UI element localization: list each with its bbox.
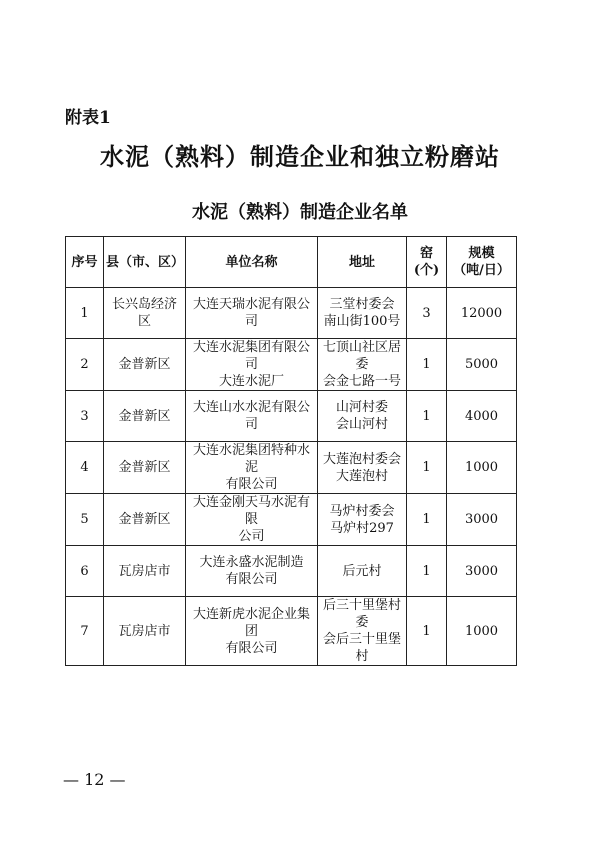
cell-seq: 3: [66, 391, 104, 442]
cell-kilns: 1: [407, 597, 447, 666]
cell-company: [186, 494, 318, 546]
appendix-label: 附表1: [65, 108, 111, 128]
header-company: 单位名称: [186, 237, 318, 288]
cell-address-line: 大莲泡村委会: [322, 451, 401, 467]
table-title: 水泥（熟料）制造企业名单: [192, 202, 408, 223]
table-row: [66, 391, 517, 442]
cell-address-line: 会山河村: [335, 417, 388, 432]
header-scale: [447, 237, 517, 288]
cell-address-line: 会后三十里堡村: [322, 632, 401, 664]
page-number: — 12 —: [63, 770, 126, 789]
cell-address: [318, 494, 407, 546]
cell-company-line: 大连水泥集团有限公司: [192, 340, 310, 372]
table-header-row: [66, 237, 517, 288]
cell-seq: 5: [66, 494, 104, 546]
cell-company: [186, 288, 318, 339]
cell-address-line: 马炉村297: [330, 520, 394, 536]
cell-seq: 4: [66, 442, 104, 494]
cell-company-line: 公司: [238, 529, 265, 544]
cell-scale: 5000: [447, 339, 517, 391]
cell-address-line: 后元村: [342, 563, 382, 579]
cell-kilns: 3: [407, 288, 447, 339]
cell-address: [318, 546, 407, 597]
cell-address-line: 山河村委: [335, 400, 388, 415]
cell-kilns: 1: [407, 391, 447, 442]
header-kilns: 窑(个): [407, 237, 447, 288]
table-row: [66, 546, 517, 597]
table-row: [66, 494, 517, 546]
page-title: 水泥（熟料）制造企业和独立粉磨站: [100, 142, 500, 171]
cell-address-line: 后三十里堡村委: [322, 598, 401, 630]
header-scale-line1: 规模: [468, 246, 495, 261]
cell-company: [186, 339, 318, 391]
cell-address: [318, 597, 407, 666]
table-row: [66, 442, 517, 494]
cell-company-line: 有限公司: [225, 477, 278, 492]
cell-scale: 1000: [447, 597, 517, 666]
cell-address-line: 大莲泡村: [335, 468, 388, 484]
cell-seq: 7: [66, 597, 104, 666]
cell-company: [186, 546, 318, 597]
header-scale-line2: （吨/日）: [453, 263, 510, 278]
cell-kilns: 1: [407, 546, 447, 597]
cell-company-line: 大连新虎水泥企业集团: [192, 606, 310, 639]
cell-address: [318, 339, 407, 391]
cell-company-line: 大连水泥厂: [218, 374, 284, 389]
table-row: [66, 288, 517, 339]
cell-address: [318, 442, 407, 494]
cell-seq: 2: [66, 339, 104, 391]
cell-county: 瓦房店市: [104, 597, 186, 666]
cell-address-line: 三堂村委会: [329, 297, 395, 312]
cell-county: 金普新区: [104, 391, 186, 442]
cell-company-line: 大连永盛水泥制造: [199, 555, 304, 570]
cell-company-line: 大连天瑞水泥有限公司: [192, 297, 310, 329]
cell-company: [186, 442, 318, 494]
header-seq: 序号: [66, 237, 104, 288]
cell-address-line: 马炉村委会: [329, 503, 395, 519]
cell-company: [186, 391, 318, 442]
cell-company-line: 大连水泥集团特种水泥: [192, 443, 310, 475]
cell-county: 长兴岛经济区: [104, 288, 186, 339]
cell-address: [318, 391, 407, 442]
cell-scale: 3000: [447, 546, 517, 597]
cell-kilns: 1: [407, 494, 447, 546]
cell-scale: 4000: [447, 391, 517, 442]
cell-county: 瓦房店市: [104, 546, 186, 597]
cell-scale: 12000: [447, 288, 517, 339]
cell-address-line: 会金七路一号: [322, 374, 401, 389]
cell-county: 金普新区: [104, 494, 186, 546]
header-county: 县（市、区）: [104, 237, 186, 288]
cell-company: [186, 597, 318, 666]
cell-address: [318, 288, 407, 339]
header-address: 地址: [318, 237, 407, 288]
cell-county: 金普新区: [104, 442, 186, 494]
table-row: [66, 597, 517, 666]
cell-scale: 1000: [447, 442, 517, 494]
cell-company-line: 有限公司: [225, 572, 278, 587]
table-row: [66, 339, 517, 391]
cell-county: 金普新区: [104, 339, 186, 391]
cell-seq: 1: [66, 288, 104, 339]
cell-kilns: 1: [407, 339, 447, 391]
cell-address-line: 南山街100号: [323, 314, 401, 329]
cell-kilns: 1: [407, 442, 447, 494]
cell-address-line: 七顶山社区居委: [322, 340, 401, 372]
cell-company-line: 大连金刚天马水泥有限: [192, 495, 310, 527]
cell-company-line: 大连山水水泥有限公司: [192, 400, 310, 432]
company-list-table: [65, 236, 517, 666]
cell-company-line: 有限公司: [225, 640, 278, 656]
cell-scale: 3000: [447, 494, 517, 546]
cell-seq: 6: [66, 546, 104, 597]
